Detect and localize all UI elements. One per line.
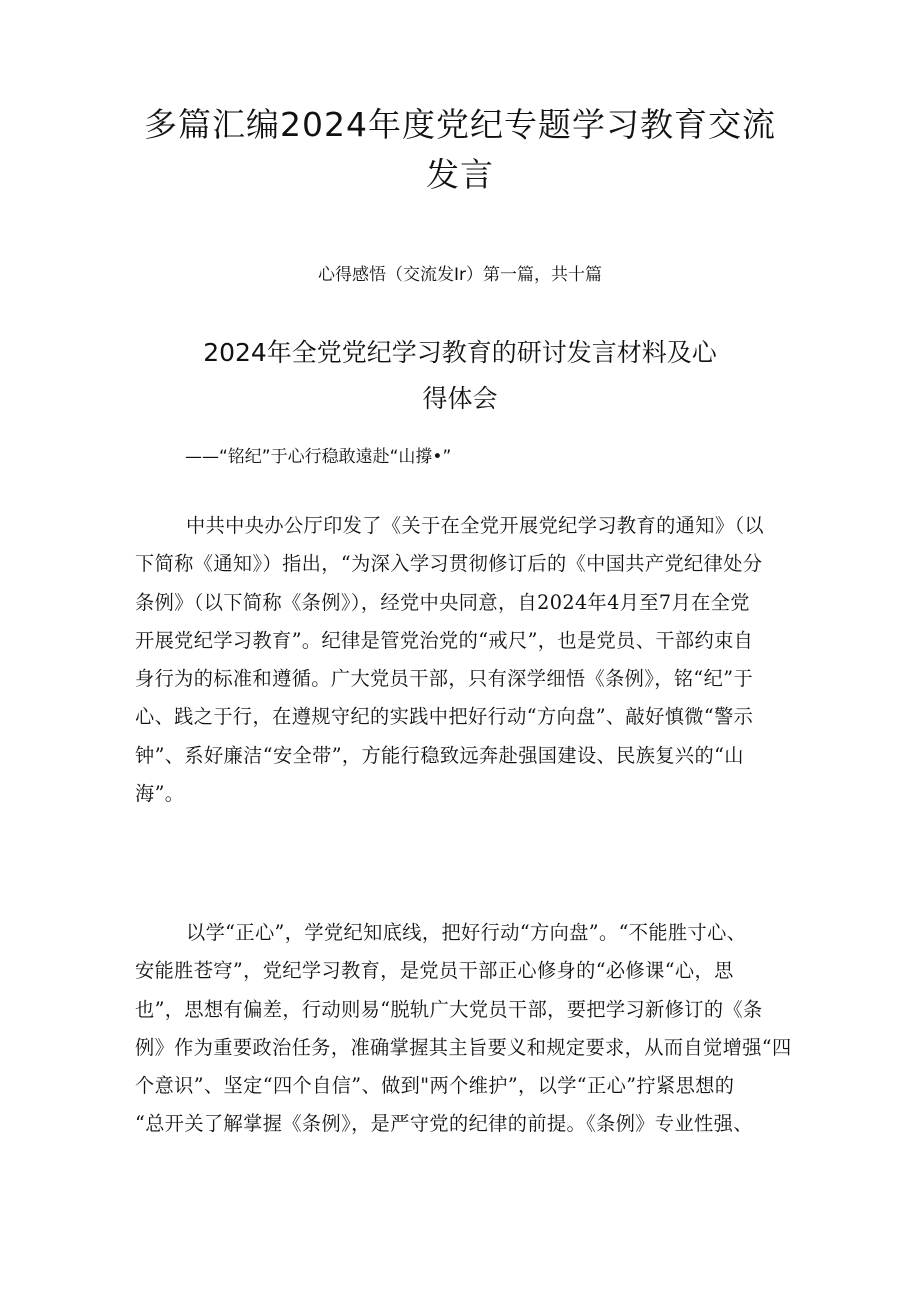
paragraph-line: 安能胜苍穹”，党纪学习教育，是党员干部正心修身的“必修课“心，思: [135, 959, 734, 983]
paragraph-line: 也”，思想有偏差，行动则易“脱轨广大党员干部，要把学习新修订的《条: [135, 997, 763, 1021]
paragraph-line: 以学“正心”，学党纪知底线，把好行动“方向盘”。“不能胜寸心、: [186, 921, 747, 944]
document-title: [120, 100, 800, 200]
document-title-line-1: 多篇汇编2024年度党纪专题学习教育交流: [144, 105, 776, 144]
paragraph-line: “总开关了解掌握《条例》，是严守党的纪律的前提。《条例》专业性强、: [135, 1112, 753, 1136]
paragraph-line: 钟”、系好廉洁“安全带”，方能行稳致远奔赴强国建设、民族复兴的“山: [135, 743, 744, 767]
article-byline: ——“铭纪”于心行稳敢遠赴“山撐•”: [185, 447, 452, 467]
paragraph-line: 海”。: [135, 782, 185, 806]
paragraph-line: 例》作为重要政治任务，准确掌握其主旨要义和规定要求，从而自觉增强“四: [135, 1035, 792, 1059]
paragraph-line: 个意识”、坚定“四个自信”、做到"两个维护”，以学“正心”拧紧思想的: [135, 1074, 735, 1098]
body-paragraph-1: [135, 507, 800, 813]
paragraph-line: 下简称《通知》）指出，“为深入学习贯彻修订后的《中国共产党纪律处分: [135, 552, 763, 576]
paragraph-line: 身行为的标准和遵循。广大党员干部，只有深学细悟《条例》，铭“纪”于: [135, 667, 754, 691]
document-title-line-2: 发言: [426, 155, 494, 194]
paragraph-line: 开展党纪学习教育”。纪律是管党治党的“戒尺”，也是党员、干部约束自: [135, 628, 754, 652]
article-title-line-2: 得体会: [422, 384, 498, 413]
document-subtitle: 心得感悟（交流发Ir）第一篇，共十篇: [317, 265, 602, 285]
body-paragraph-2: [135, 914, 800, 1144]
article-title: [150, 330, 770, 422]
paragraph-line: 条例》（以下简称《条例》），经党中央同意，自2024年4月至7月在全党: [135, 590, 750, 614]
article-title-line-1: 2024年全党党纪学习教育的研讨发言材料及心: [203, 338, 717, 367]
paragraph-line: 中共中央办公厅印发了《关于在全党开展党纪学习教育的通知》（以: [186, 514, 765, 537]
paragraph-line: 心、践之于行，在遵规守纪的实践中把好行动“方向盘”、敲好慎微“警示: [135, 705, 754, 729]
